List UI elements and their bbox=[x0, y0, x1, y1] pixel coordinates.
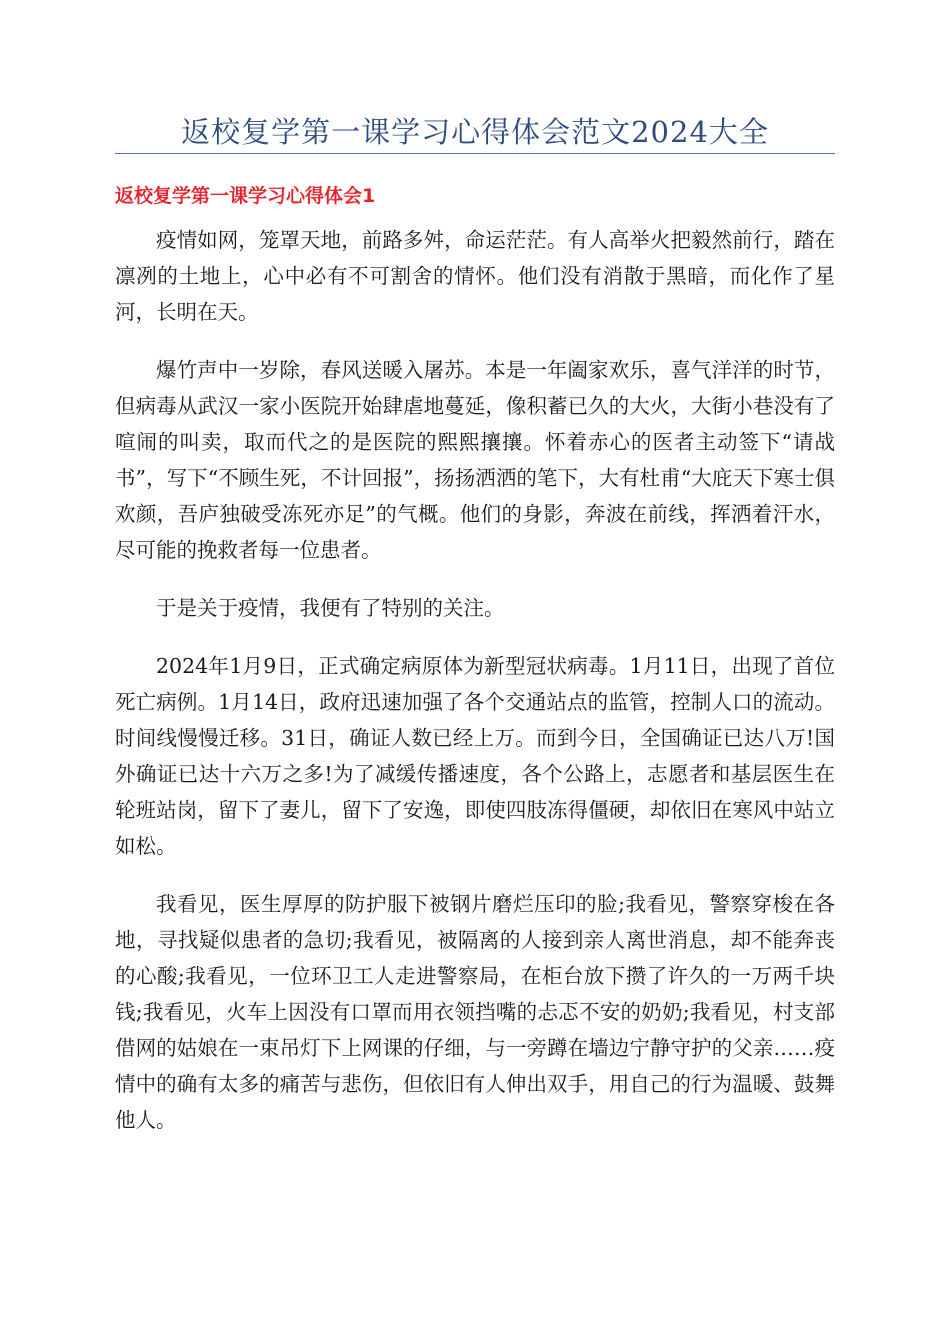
section-heading: 返校复学第一课学习心得体会1 bbox=[115, 185, 376, 207]
paragraph: 爆竹声中一岁除，春风送暖入屠苏。本是一年阖家欢乐，喜气洋洋的时节，但病毒从武汉一家小医院开始肆虐地蔓延，像积蓄已久的大火，大街小巷没有了喧闹的叫卖，取而代之的是医院的熙熙攘攘。怀着赤心的医者主动签下“请战书”，写下“不顾生死，不计回报”，扬扬洒洒的笔下，大有杜甫“大庇天下寒士俱欢颜，吾庐独破受冻死亦足”的气概。他们的身影，奔波在前线，挥洒着汗水，尽可能的挽救者每一位患者。 bbox=[115, 358, 835, 562]
title-underline bbox=[115, 153, 835, 154]
paragraph: 2024年1月9日，正式确定病原体为新型冠状病毒。1月11日，出现了首位死亡病例。1月14日，政府迅速加强了各个交通站点的监管，控制人口的流动。时间线慢慢迁移。31日，确证人数已经上万。而到今日，全国确证已达八万!国外确证已达十六万之多!为了减缓传播速度，各个公路上，志愿者和基层医生在轮班站岗，留下了妻儿，留下了安逸，即使四肢冻得僵硬，却依旧在寒风中站立如松。 bbox=[115, 654, 835, 858]
document-body bbox=[115, 222, 835, 1160]
paragraph: 疫情如网，笼罩天地，前路多舛，命运茫茫。有人高举火把毅然前行，踏在凛冽的土地上，心中必有不可割舍的情怀。他们没有消散于黑暗，而化作了星河，长明在天。 bbox=[115, 228, 835, 324]
document-title: 返校复学第一课学习心得体会范文2024大全 bbox=[181, 115, 769, 149]
paragraph: 我看见，医生厚厚的防护服下被钢片磨烂压印的脸;我看见，警察穿梭在各地，寻找疑似患者的急切;我看见，被隔离的人接到亲人离世消息，却不能奔丧的心酸;我看见，一位环卫工人走进警察局，在柜台放下攒了许久的一万两千块钱;我看见，火车上因没有口罩而用衣领挡嘴的忐忑不安的奶奶;我看见，村支部借网的姑娘在一束吊灯下上网课的仔细，与一旁蹲在墙边宁静守护的父亲……疫情中的确有太多的痛苦与悲伤，但依旧有人伸出双手，用自己的行为温暖、鼓舞他人。 bbox=[115, 892, 835, 1132]
paragraph: 于是关于疫情，我便有了特别的关注。 bbox=[156, 596, 505, 620]
